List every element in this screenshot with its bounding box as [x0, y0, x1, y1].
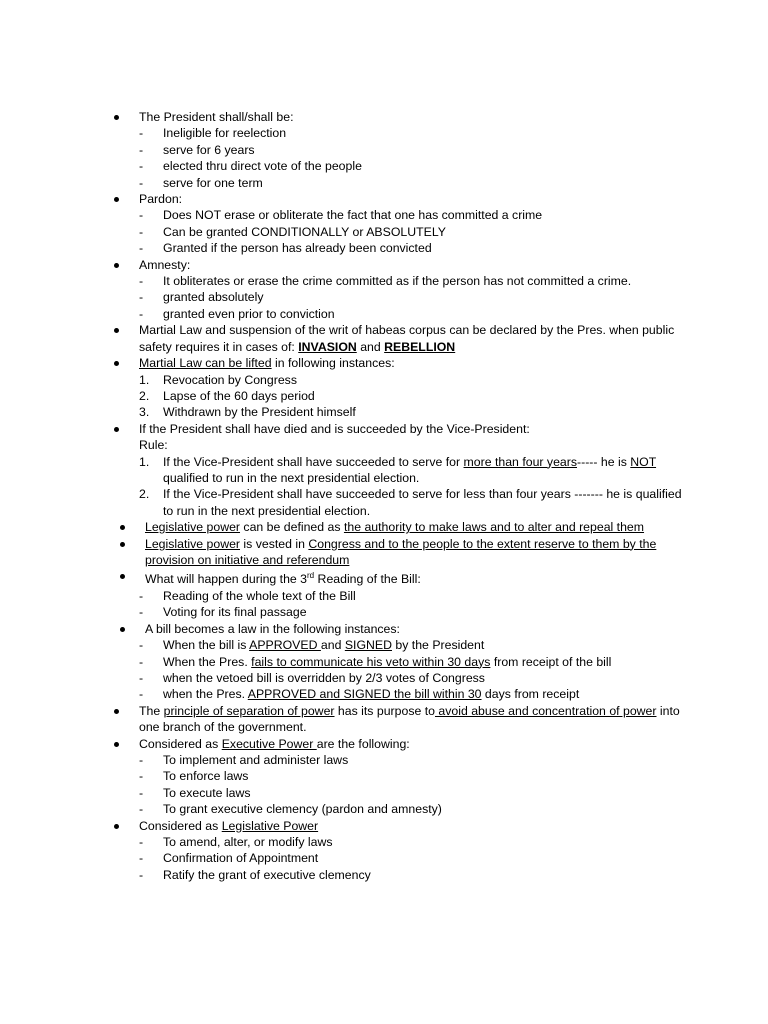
- sub-item: [139, 801, 694, 817]
- sub-item-text: granted even prior to conviction: [163, 306, 335, 321]
- underlined-term: the authority to make laws and to alter and repeal them: [343, 520, 645, 535]
- dash-marker: -: [139, 142, 144, 157]
- number-marker: 1.: [139, 454, 150, 469]
- sub-item: [139, 125, 694, 141]
- underlined-term: Martial Law can be lifted: [139, 356, 272, 371]
- sub-item: [139, 867, 694, 883]
- sub-item-text: Can be granted CONDITIONALLY or ABSOLUTELY: [163, 224, 446, 239]
- sub-item: [139, 142, 694, 158]
- sub-item-text: elected thru direct vote of the people: [163, 159, 362, 174]
- sub-item: [139, 486, 694, 519]
- number-marker: 2.: [139, 388, 150, 403]
- underlined-term: Legislative Power: [221, 818, 319, 833]
- item-text: What will happen during the 3: [145, 572, 308, 587]
- sub-item: [139, 273, 694, 289]
- sub-item: [139, 404, 694, 420]
- dash-marker: -: [139, 670, 144, 685]
- item-text: Reading of the Bill:: [314, 572, 421, 587]
- sub-item-text: ----- he is: [577, 454, 631, 469]
- item-text: and: [356, 339, 385, 354]
- list-item-legislative-definition: [114, 519, 694, 535]
- sub-item-text: days from receipt: [481, 687, 580, 702]
- sub-item: [139, 686, 694, 702]
- dash-marker: -: [139, 687, 144, 702]
- dash-marker: -: [139, 224, 144, 239]
- sub-item: [139, 670, 694, 686]
- sub-item-text: Voting for its final passage: [163, 605, 307, 620]
- item-text: Amnesty:: [139, 257, 191, 272]
- rule-label: Rule:: [139, 438, 168, 453]
- underlined-term: APPROVED: [249, 638, 321, 653]
- sub-item: [139, 224, 694, 240]
- dash-marker: -: [139, 208, 144, 223]
- sub-item-text: Lapse of the 60 days period: [163, 388, 315, 403]
- bullet-icon: [114, 115, 119, 120]
- item-text: Pardon:: [139, 192, 183, 207]
- list-item-martial-law: [114, 322, 694, 355]
- list-item-bill-becomes-law: [114, 621, 694, 703]
- item-text: The President shall/shall be:: [139, 110, 294, 124]
- item-text: A bill becomes a law in the following instances:: [145, 621, 400, 636]
- list-item-legislative-vested: [114, 536, 694, 569]
- list-item-executive-power: [114, 736, 694, 818]
- bullet-icon: [114, 742, 119, 747]
- sub-item: [139, 834, 694, 850]
- list-item-separation-of-power: [114, 703, 694, 736]
- item-text: can be defined as: [240, 520, 344, 535]
- sub-item-text: serve for 6 years: [163, 142, 255, 157]
- list-item-succession: [114, 421, 694, 519]
- dash-marker: -: [139, 638, 144, 653]
- sub-item: [139, 158, 694, 174]
- bullet-icon: [120, 525, 125, 530]
- sub-item-text: It obliterates or erase the crime committed as if the person has not committed a crime.: [163, 274, 632, 289]
- sub-item-text: by the President: [391, 638, 485, 653]
- dash-marker: -: [139, 159, 144, 174]
- sub-item: [139, 752, 694, 768]
- item-text: Considered as: [139, 736, 222, 751]
- bullet-icon: [114, 197, 119, 202]
- sub-item: [139, 654, 694, 670]
- dash-marker: -: [139, 654, 144, 669]
- item-text: in following instances:: [271, 356, 395, 371]
- number-marker: 1.: [139, 372, 150, 387]
- bullet-icon: [114, 328, 119, 333]
- underlined-term: fails to communicate his veto within 30 days: [251, 654, 491, 669]
- sub-item: [139, 306, 694, 322]
- sub-item-text: and: [320, 638, 345, 653]
- bullet-icon: [114, 709, 119, 714]
- sub-item-text: serve for one term: [163, 175, 263, 190]
- sub-item-text: To grant executive clemency (pardon and amnesty): [163, 802, 442, 817]
- sub-item: [139, 850, 694, 866]
- list-item-third-reading: [114, 568, 694, 620]
- item-text: The: [139, 703, 164, 718]
- sub-item: [139, 240, 694, 256]
- list-item-martial-law-lifted: [114, 355, 694, 421]
- sub-item: [139, 588, 694, 604]
- underlined-term: Executive Power: [221, 736, 317, 751]
- item-text: has its purpose to: [334, 703, 435, 718]
- dash-marker: -: [139, 785, 144, 800]
- bullet-icon: [120, 574, 125, 579]
- sub-item: [139, 372, 694, 388]
- underlined-term: Congress and to the people to the extent reserve to them by the provision on initiative and referendum: [145, 536, 657, 567]
- sub-item-text: qualified to run in the next presidential election.: [163, 470, 420, 485]
- ordinal-suffix: rd: [307, 571, 315, 581]
- sub-item-text: Ratify the grant of executive clemency: [163, 867, 371, 882]
- bullet-icon: [120, 627, 125, 632]
- list-item-president: [114, 109, 694, 191]
- list-item-legislative-power: [114, 818, 694, 884]
- sub-item-text: To enforce laws: [163, 769, 249, 784]
- sub-item: [139, 454, 694, 487]
- sub-item-text: Revocation by Congress: [163, 372, 297, 387]
- sub-item-text: Reading of the whole text of the Bill: [163, 588, 356, 603]
- sub-item-text: When the Pres.: [163, 654, 252, 669]
- item-text: Considered as: [139, 818, 222, 833]
- dash-marker: -: [139, 290, 144, 305]
- underlined-term: principle of separation of power: [163, 703, 335, 718]
- item-text: are the following:: [316, 736, 410, 751]
- sub-item-text: Withdrawn by the President himself: [163, 405, 356, 420]
- underlined-term: Legislative power: [145, 520, 241, 535]
- sub-item: [139, 207, 694, 223]
- sub-item-text: Does NOT erase or obliterate the fact that one has committed a crime: [163, 208, 543, 223]
- sub-item: [139, 388, 694, 404]
- sub-item-text: granted absolutely: [163, 290, 264, 305]
- number-marker: 3.: [139, 405, 150, 420]
- dash-marker: -: [139, 752, 144, 767]
- underlined-term: more than four years: [463, 454, 577, 469]
- sub-item-text: If the Vice-President shall have succeeded to serve for: [163, 454, 464, 469]
- bullet-icon: [114, 427, 119, 432]
- underlined-term: NOT: [630, 454, 657, 469]
- sub-item: [139, 289, 694, 305]
- dash-marker: -: [139, 605, 144, 620]
- bullet-icon: [114, 361, 119, 366]
- sub-item: [139, 768, 694, 784]
- dash-marker: -: [139, 867, 144, 882]
- list-item-amnesty: [114, 257, 694, 323]
- sub-item-text: Granted if the person has already been convicted: [163, 241, 432, 256]
- bullet-icon: [114, 824, 119, 829]
- underlined-term: SIGNED: [344, 638, 392, 653]
- sub-item: [139, 175, 694, 191]
- dash-marker: -: [139, 834, 144, 849]
- dash-marker: -: [139, 241, 144, 256]
- item-text: Martial Law and suspension of the writ of habeas corpus can be declared by the Pres. when public safety requires it in cases of:: [139, 323, 675, 354]
- underlined-term: APPROVED and SIGNED the bill within 30: [247, 687, 482, 702]
- notes-list: [114, 109, 694, 883]
- sub-item-text: from receipt of the bill: [490, 654, 612, 669]
- sub-item-text: Confirmation of Appointment: [163, 851, 319, 866]
- item-text: into one branch of the government.: [139, 703, 680, 735]
- dash-marker: -: [139, 306, 144, 321]
- number-marker: 2.: [139, 487, 150, 502]
- keyword-rebellion: REBELLION: [384, 339, 456, 354]
- dash-marker: -: [139, 588, 144, 603]
- sub-item-text: To execute laws: [163, 785, 251, 800]
- sub-item-text: To amend, alter, or modify laws: [163, 834, 333, 849]
- item-text: is vested in: [240, 536, 309, 551]
- dash-marker: -: [139, 851, 144, 866]
- dash-marker: -: [139, 274, 144, 289]
- sub-item-text: When the bill is: [163, 638, 250, 653]
- underlined-term: avoid abuse and concentration of power: [434, 703, 657, 718]
- dash-marker: -: [139, 175, 144, 190]
- keyword-invasion: INVASION: [298, 339, 357, 354]
- dash-marker: -: [139, 769, 144, 784]
- underlined-term: Legislative power: [145, 536, 241, 551]
- sub-item-text: To implement and administer laws: [163, 752, 349, 767]
- bullet-icon: [114, 263, 119, 268]
- list-item-pardon: [114, 191, 694, 257]
- sub-item-text: Ineligible for reelection: [163, 126, 287, 141]
- item-text: If the President shall have died and is succeeded by the Vice-President:: [139, 421, 530, 436]
- sub-item: [139, 637, 694, 653]
- bullet-icon: [120, 542, 125, 547]
- dash-marker: -: [139, 802, 144, 817]
- sub-item: [139, 785, 694, 801]
- sub-item-text: If the Vice-President shall have succeeded to serve for less than four years ------- he is qualified to run in the next presidential election.: [163, 487, 682, 518]
- sub-item: [139, 604, 694, 620]
- dash-marker: -: [139, 126, 144, 141]
- sub-item-text: when the Pres.: [163, 687, 248, 702]
- sub-item-text: when the vetoed bill is overridden by 2/3 votes of Congress: [163, 670, 485, 685]
